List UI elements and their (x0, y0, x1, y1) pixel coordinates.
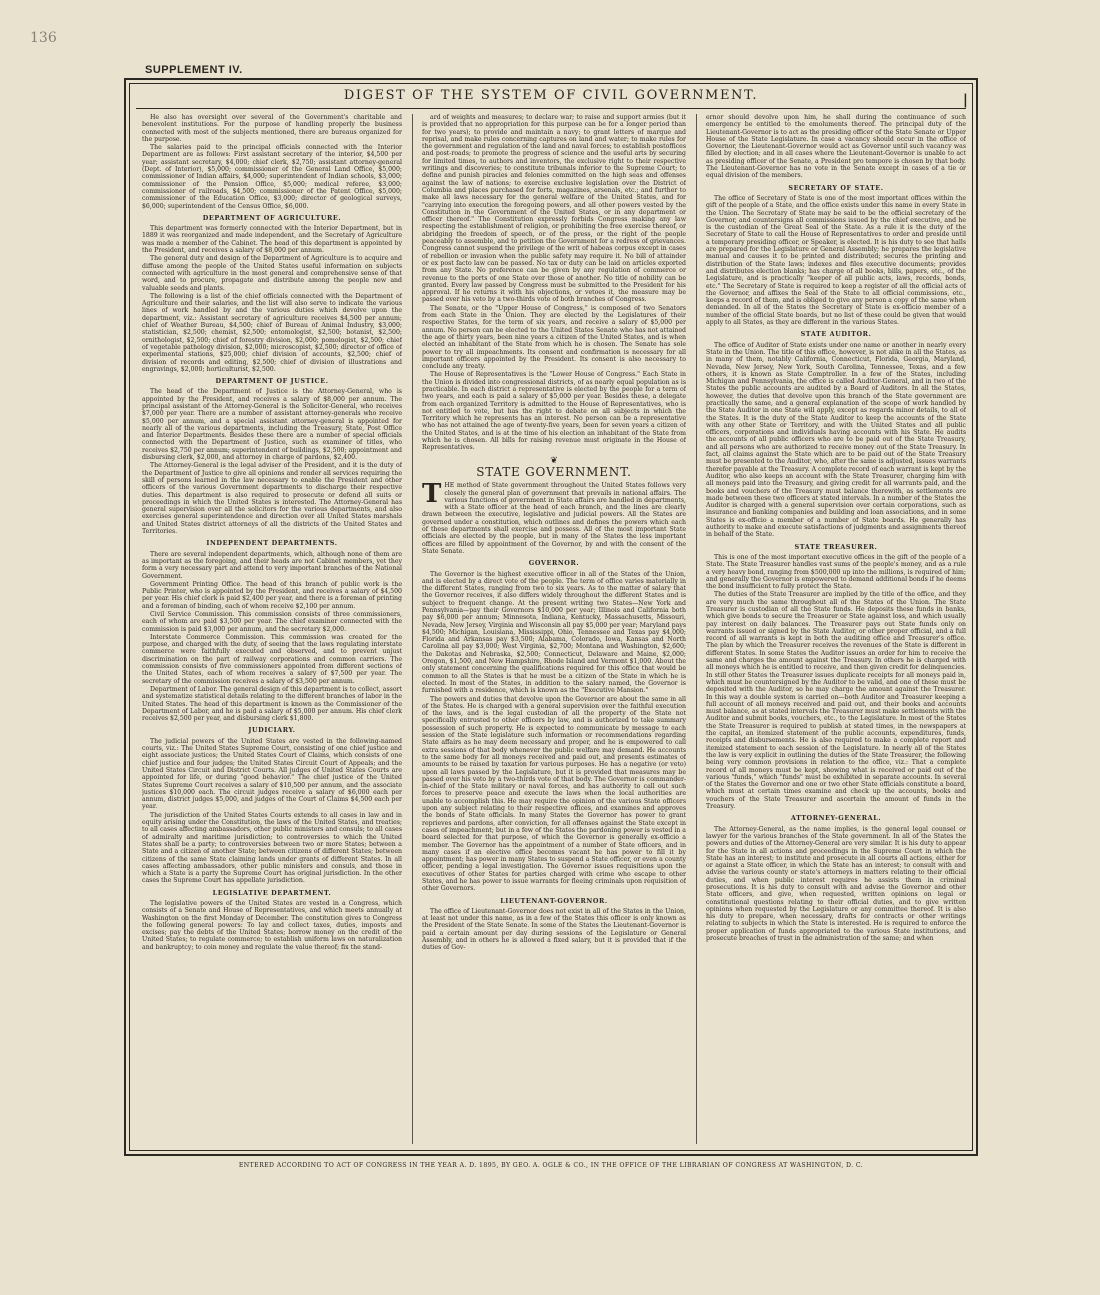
ornament-icon: ❦ (550, 455, 558, 466)
paragraph: The Senate, or the "Upper House of Congress," is composed of two Senators from each State in the Union. They are elected by the Legislatures of their respective States, for the term of six years, and receive a salary of $5,000 per annum. No person can be elected to the United States Senate who has not attained the age of thirty years, been nine years a citizen of the United States, and is when elected an inhabitant of the State from which he is chosen. The Senate has sole power to try all impeachments. Its consent and confirmation is necessary for all important officers appointed by the President. Its consent is also necessary to conclude any treaty. (422, 304, 686, 371)
section-heading: JUDICIARY. (248, 726, 296, 735)
paragraph: The following is a list of the chief officials connected with the Department of Agriculture and their salaries, and the list will also serve to indicate the various lines of work handled by and the various duties which devolve upon the department, viz.: Assistant secretary of agriculture receives $4,500 per annum; chief of Weather Bureau, $4,500; chief of Bureau of Animal Industry, $3,000; statistician, $2,500; chemist, $2,500; entomologist, $2,500; botanist, $2,500; ornithologist, $2,500; chief of forestry division, $2,000; pomologist, $2,500; chief of vegetable pathology division, $2,000; microscopist, $2,500; director of office of experimental stations, $25,000; chief division of accounts, $2,500; chief of division of records and editing, $2,500; chief of division of illustrations and engravings, $2,000; horticulturist, $2,500. (142, 292, 402, 373)
paragraph-text: HE method of State government throughout the United States follows very closely the general plan of government that prevails in national affairs. The various functions of government in State affairs are handled in departments, with a State officer at the head of each branch, and the lines are clearly drawn between the executive, legislative and judicial powers. All the States are governed under a constitution, which outlines and defines the powers which each of these departments shall exercise and possess. All of the most important State officials are elected by the people, but in many of the States the less important offices are filled by appointment of the Governor, by and with the consent of the State Senate. (422, 482, 686, 555)
section-heading: LEGISLATIVE DEPARTMENT. (212, 888, 332, 897)
paragraph: Interstate Commerce Commission. This commission was created for the purpose, and charged with the duty, of seeing that the laws regulating interstate commerce were faithfully executed and observed, and to prevent unjust discrimination on the part of railway corporations and common carriers. The commission consists of five commissioners appointed from different sections of the United States, each of whom receives a salary of $7,500 per year. The secretary of the commission receives a salary of $3,500 per annum. (142, 633, 402, 685)
column-right (706, 114, 966, 1144)
page-title: DIGEST OF THE SYSTEM OF CIVIL GOVERNMENT. (343, 88, 759, 103)
paragraph: The House of Representatives is the "Lower House of Congress." Each State in the Union is divided into congressional districts, of as nearly equal population as is practicable. In each district a representative is elected by the people for a term of two years, and each is paid a salary of $5,000 per year. Besides these, a delegate from each organized Territory is admitted to the House of Representatives, who is not entitled to vote, but has the right to debate on all subjects in which the Territory which he represents has an interest. No person can be a representative who has not attained the age of twenty-five years, been for seven years a citizen of the United States, and is at the time of his election an inhabitant of the State from which he is chosen. All bills for raising revenue must originate in the House of Representatives. (422, 371, 686, 452)
paragraph: The general duty and design of the Department of Agriculture is to acquire and diffuse among the people of the United States useful information on subjects connected with agriculture in the most general and comprehensive sense of that word, and to procure, propagate and distribute among the people new and valuable seeds and plants. (142, 255, 402, 292)
paragraph (422, 479, 686, 555)
paragraph: Civil Service Commission. This commission consists of three commissioners, each of whom are paid $3,500 per year. The chief examiner connected with the commission is paid $3,000 per annum, and the secretary $2,000. (142, 611, 402, 633)
column-divider (696, 114, 697, 1144)
section-title: STATE GOVERNMENT. (476, 464, 632, 479)
section-heading: SECRETARY OF STATE. (788, 183, 884, 192)
paragraph: The duties of the State Treasurer are implied by the title of the office, and they are very much the same throughout all of the States of the Union. The State Treasurer is custodian of all the State funds. He deposits these funds in banks, which give bonds to secure the Treasurer or State against loss, and which usually pay interest on daily balances. The Treasurer pays out State funds only on warrants issued or signed by the State Auditor, or other proper official, and a full record of all warrants is kept in both the auditing office and Treasurer's office. The plan by which the Treasurer receives the revenues of the State is different in different States. In some States the Auditor issues an order for him to receive the same and charges the amount against the Treasury. In others he is charged with all moneys which he is entitled to receive, and then given credit for delinquencies. In still other States the Treasurer issues duplicate receipts for all moneys paid in, which must be countersigned by the Auditor to be valid, and one of these must be deposited with the Auditor, so he may charge the amount against the Treasurer. In this way a double system is carried on—both Auditor and Treasurer keeping a full account of all moneys received and paid out, and their books and accounts must balance, as at stated intervals the Treasurer must make settlements with the Auditor and submit books, vouchers, etc., to the Legislature. In most of the States the State Treasurer is required to publish at stated times, in the newspapers at the capital, an itemized statement of the public accounts, expenditures, funds, receipts and disbursements. He is also required to make a complete report and itemized statement to each session of the Legislature. In nearly all of the States the law is very explicit in outlining the duties of the State Treasurer, the following being very common provisions in relation to the office, viz.: That a complete record of all moneys must be kept, showing what is received or paid out of the various "funds," which "funds" must be exhibited in separate accounts. In several of the States the Governor and one or two other State officials constitute a board, which must at certain times examine and check up the accounts, books and vouchers of the State Treasurer and ascertain the amount of funds in the Treasury. (706, 591, 966, 811)
paragraph: The head of the Department of Justice is the Attorney-General, who is appointed by the President, and receives a salary of $8,000 per annum. The principal assistant of the Attorney-General is the Solicitor-General, who receives $7,000 per year. There are a number of assistant attorney-generals who receive $5,000 per annum, and a special assistant attorney-general is appointed for nearly all of the various departments, including the Treasury, State, Post Office and Interior Departments. Besides these there are a number of special officials connected with the Department of Justice, such as examiner of titles, who receives $2,750 per annum; superintendent of buildings, $2,500; appointment and disbursing clerk, $2,000, and attorney in charge of pardons, $2,400. (142, 388, 402, 462)
header-rule (136, 108, 966, 109)
section-heading: LIEUTENANT-GOVERNOR. (500, 896, 608, 905)
column-middle (422, 114, 686, 1144)
section-heading: STATE AUDITOR. (800, 330, 872, 339)
paragraph: The Attorney-General, as the name implies, is the general legal counsel or lawyer for the various branches of the State government. In all of the States the powers and duties of the Attorney-General are very similar. It is his duty to appear for the State in all actions and proceedings in the Supreme Court in which the State has an interest; to institute and prosecute in all courts all actions, either for or against a State officer, in which the State has an interest; to consult with and advise the various county or state's attorneys in matters relating to their official duties, and when public interest requires he assists them in criminal prosecutions. It is his duty to consult with and advise the Governor and other State officers, and give, when requested, written opinions on legal or constitutional questions relating to their official duties, and to give written opinions when requested by the Legislature or any committee thereof. It is also his duty to prepare, when necessary, drafts for contracts or other writings relating to subjects in which the State is interested. He is required to enforce the proper application of funds appropriated to the various State institutions, and prosecute breaches of trust in the administration of the same; and when (706, 825, 966, 943)
section-heading: GOVERNOR. (528, 559, 580, 568)
drop-cap: T (422, 479, 442, 510)
paragraph: There are several independent departments, which, although none of them are as important as the foregoing, and their heads are not Cabinet members, yet they form a very necessary part and attend to very important branches of the National Government. (142, 550, 402, 580)
paragraph: The salaries paid to the principal officials connected with the Interior Department are as follows: First assistant secretary of the interior, $4,500 per year; assistant secretary, $4,000; chief clerk, $2,750; assistant attorney-general (Dept. of Interior), $5,000; commissioner of the General Land Office, $5,000; commissioner of Indian affairs, $4,000; superintendent of Indian schools, $3,000; commissioner of the Pension Office, $5,000; medical referee, $3,000; commissioner of railroads, $4,500; commissioner of the Patent Office, $5,000; commissioner of the Education Office, $3,000; director of geological surveys, $6,000; superintendent of the Census Office, $6,000. (142, 144, 402, 210)
paragraph: This department was formerly connected with the Interior Department, but in 1889 it was reorganized and made independent, and the Secretary of Agriculture was made a member of the Cabinet. The head of this department is appointed by the President, and receives a salary of $8,000 per annum. (142, 225, 402, 255)
paragraph: The judicial powers of the United States are vested in the following-named courts, viz.: The United States Supreme Court, consisting of one chief justice and eight associate justices; the United States Court of Claims, which consists of one chief justice and four judges; the United States Circuit Court of Appeals; and the United States Circuit and District Courts. All judges of United States Courts are appointed for life, or during "good behavior." The chief justice of the United States Supreme Court receives a salary of $10,500 per annum, and the associate justices $10,000 each. The circuit judges receive a salary of $6,000 each per annum, district judges $5,000, and judges of the Court of Claims $4,500 each per year. (142, 737, 402, 811)
paragraph: The legislative powers of the United States are vested in a Congress, which consists of a Senate and House of Representatives, and which meets annually at Washington on the first Monday of December. The constitution gives to Congress the following general powers: To lay and collect taxes, duties, imposts and excises; pay the debts of the United States; borrow money on the credit of the United States; to regulate commerce; to establish uniform laws on naturalization and bankruptcy; to coin money and regulate the value thereof; fix the stand- (142, 899, 402, 951)
paragraph: ernor should devolve upon him, he shall during the continuance of such emergency be entitled to the emoluments thereof. The principal duty of the Lieutenant-Governor is to act as the presiding officer of the State Senate or Upper House of the State Legislature. In case a vacancy should occur in the office of Governor, the Lieutenant-Governor would act as Governor until such vacancy was filled by election; and in all cases where the Lieutenant-Governor is unable to act as presiding officer of the Senate, a President pro tempore is chosen by that body. The Lieutenant-Governor has no vote in the Senate except in cases of a tie or equal division of the members. (706, 114, 966, 180)
section-heading: ATTORNEY-GENERAL. (790, 814, 882, 823)
column-left (142, 114, 402, 1144)
section-heading: STATE TREASURER. (794, 542, 878, 551)
paragraph: The jurisdiction of the United States Courts extends to all cases in law and in equity arising under the Constitution, the laws of the United States, and treaties; to all cases affecting ambassadors, other public ministers and consuls; to all cases of admiralty and maritime jurisdiction; to controversies to which the United States shall be a party; to controversies between two or more States; between a State and a citizen of another State; between citizens of different States; between citizens of the same State claiming lands under grants of different States. In all cases affecting ambassadors, other public ministers and consuls, and those in which a State is a party the Supreme Court has original jurisdiction. In the other cases the Supreme Court has appellate jurisdiction. (142, 811, 402, 885)
page-frame (124, 78, 978, 1156)
section-heading: DEPARTMENT OF AGRICULTURE. (202, 213, 342, 222)
paragraph: The office of Secretary of State is one of the most important offices within the gift of the people of a State, and the office exists under this name in every State in the Union. The Secretary of State may be said to be the official secretary of the Governor, and countersigns all commissions issued by the chief executive, and he is the custodian of the Great Seal of the State. As a rule it is the duty of the Secretary of State to call the House of Representatives to order and preside until a temporary presiding officer, or Speaker, is elected. It is his duty to see that halls are prepared for the Legislature or General Assembly; he prepares the legislative manual and causes it to be printed and distributed; secures the printing and distribution of the State laws; indexes and files executive documents; provides and distributes election blanks; has charge of all books, bills, papers, etc., of the Legislature, and is practically "keeper of all public acts, laws, records, bonds, etc." The Secretary of State is required to keep a register of all the official acts of the Governor, and affixes the Seal of the State to all official commissions, etc., keeps a record of them, and is obliged to give any person a copy of the same when demanded. In all of the States the Secretary of State is ex-officio member of a number of the official State boards, but no list of these could be given that would apply to all States, as they are different in the various States. (706, 194, 966, 327)
paragraph: The office of Lieutenant-Governor does not exist in all of the States in the Union, at least not under this name, as in a few of the States this officer is only known as the President of the State Senate. In some of the States the Lieutenant-Governor is paid a certain amount per day during sessions of the Legislature or General Assembly, and in others he is allowed a fixed salary, but it is provided that if the duties of Gov- (422, 907, 686, 952)
paragraph: He also has oversight over several of the Government's charitable and benevolent institutions. For the purpose of handling properly the business connected with most of the subjects mentioned, there are bureaus organized for the purpose. (142, 114, 402, 143)
column-divider (412, 114, 413, 1144)
paragraph: The office of Auditor of State exists under one name or another in nearly every State in the Union. The title of this office, however, is not alike in all the States, as in many of them, notably California, Connecticut, Florida, Georgia, Maryland, Nevada, New Jersey, New York, South Carolina, Tennessee, Texas, and a few others, it is known as State Comptroller. In a few of the States, including Michigan and Pennsylvania, the office is called Auditor-General, and in two of the States the public accounts are audited by a Board of Auditors. In all the States, however, the duties that devolve upon this branch of the State government are practically the same, and a general explanation of the scope of work handled by the State Auditor in one State will apply, except as regards minor details, to all of the States. It is the duty of the State Auditor to keep the accounts of the State with any other State or Territory, and with the United States and all public officers, corporations and individuals having accounts with his State. He audits the accounts of all public officers who are to be paid out of the State Treasury, and all persons who are authorized to receive money out of the State Treasury. In fact, all claims against the State which are to be paid out of the State Treasury must be presented to the Auditor, who, after the same is adjusted, issues warrants therefor payable at the Treasury. A complete record of each warrant is kept by the Auditor, who also keeps an account with the State Treasurer, charging him with all moneys paid into the Treasury, and giving credit for all warrants paid, and the books and vouchers of the Treasury must balance therewith, as settlements are made between these two officers at stated intervals. In a number of the States the Auditor is charged with a general supervision over certain corporations, such as insurance and banking companies and building and loan associations, and in some States is ex-officio a member of a number of State boards. He generally has authority to make and execute satisfactions of judgments and assignments thereof in behalf of the State. (706, 341, 966, 539)
paragraph: Government Printing Office. The head of this branch of public work is the Public Printer, who is appointed by the President, and receives a salary of $4,500 per year. His chief clerk is paid $2,400 per year, and there is a foreman of printing and a foreman of binding, each of whom receive $2,100 per annum. (142, 580, 402, 610)
supplement-label: SUPPLEMENT IV. (145, 64, 243, 76)
copyright-footer: ENTERED ACCORDING TO ACT OF CONGRESS IN THE YEAR A. D. 1895, BY GEO. A. OGLE & CO., IN THE OFFICE OF THE LIBRARIAN OF CONGRESS AT WASHINGTON, D. C. (238, 1162, 864, 1169)
bracket-marker: | (962, 92, 968, 108)
paragraph: This is one of the most important executive offices in the gift of the people of a State. The State Treasurer handles vast sums of the people's money, and as a rule a very heavy bond, ranging from $500,000 up into the millions, is required of him; and generally the Governor is empowered to demand additional bonds if he deems the bond insufficient to fully protect the State. (706, 553, 966, 591)
paragraph: The Governor is the highest executive officer in all of the States of the Union, and is elected by a direct vote of the people. The term of office varies materially in the different States, ranging from two to six years. As to the matter of salary that the Governor receives, it also differs widely throughout the different States and is subject to frequent change. At the present writing two States—New York and Pennsylvania—pay their Governors $10,000 per year; Illinois and California both pay $6,000 per annum; Minnesota, Indiana, Kentucky, Massachusetts, Missouri, Nevada, New Jersey, Virginia and Wisconsin all pay $5,000 per year; Maryland pays $4,500; Michigan, Louisiana, Mississippi, Ohio, Tennessee and Texas pay $4,000; Florida and Arkansas pay $3,500; Alabama, Colorado, Iowa, Kansas and North Carolina all pay $3,000; West Virginia, $2,700; Montana and Washington, $2,600; the Dakotas and Nebraska, $2,500; Connecticut, Delaware and Maine, $2,000; Oregon, $1,500, and New Hampshire, Rhode Island and Vermont $1,000. About the only statement concerning the qualifications required for this office that would be common to all the States is that he must be a citizen of the State in which he is elected. In most of the States, in addition to the salary named, the Governor is furnished with a residence, which is known as the "Executive Mansion." (422, 570, 686, 695)
paragraph: The powers and duties that devolve upon the Governor are about the same in all of the States. He is charged with a general supervision over the faithful execution of the laws, and is the legal custodian of all the property of the State not specifically entrusted to other officers by law, and is authorized to take summary possession of such property. He is expected to communicate by message to each session of the State legislature such information or recommendations regarding State affairs as he may deem necessary and proper, and he is empowered to call extra sessions of that body whenever the public welfare may demand. He accounts to the same body for all moneys received and paid out, and presents estimates of amounts to be raised by taxation for various purposes. He has a negative (or veto) upon all laws passed by the Legislature, but it is provided that measures may be passed over his veto by a two-thirds vote of that body. The Governor is commander-in-chief of the State military or naval forces, and has authority to call out such forces to preserve peace and execute the laws when the local authorities are unable to accomplish this. He may require the opinion of the various State officers upon any subject relating to their respective offices, and examines and approves the bonds of State officials. In many States the Governor has power to grant reprieves and pardons, after conviction, for all offenses against the State except in cases of impeachment; but in a few of the States the pardoning power is vested in a board selected for that purpose, of which the Governor is generally ex-officio a member. The Governor has the appointment of a number of State officers, and in many cases if an elective office becomes vacant he has power to fill it by appointment; has power in many States to suspend a State officer, or even a county officer, pending a legal investigation. The Governor issues requisitions upon the executives of other States for parties charged with crime who escape to other States, and he has power to issue warrants for fleeing criminals upon requisition of other Governors. (422, 695, 686, 893)
paragraph: The Attorney-General is the legal adviser of the President, and it is the duty of the Department of Justice to give all opinions and render all services requiring the skill of persons learned in the law necessary to enable the President and other officers of the various Government departments to discharge their respective duties. This department is also required to prosecute or defend all suits or proceedings in which the United States is interested. The Attorney-General has general supervision over all the solicitors for the various departments, and also exercises general superintendence and direction over all United States marshals and United States district attorneys of all the districts of the United States and Territories. (142, 462, 402, 536)
paragraph: Department of Labor. The general design of this department is to collect, assort and systematize statistical details relating to the different branches of labor in the United States. The head of this department is known as the Commissioner of the Department of Labor, and he is paid a salary of $5,000 per annum. His chief clerk receives $2,500 per year, and disbursing clerk $1,800. (142, 685, 402, 723)
section-heading: INDEPENDENT DEPARTMENTS. (206, 539, 338, 548)
paragraph: ard of weights and measures; to declare war; to raise and support armies (but it is provided that no appropriation for this purpose can be for a longer period than for two years); to provide and maintain a navy; to grant letters of marque and reprisal, and make rules concerning captures on land and water; to make rules for the government and regulation of the land and naval forces; to establish postoffices and post-roads; to promote the progress of science and the useful arts by securing for limited times, to authors and inventors, the exclusive right to their respective writings and discoveries; to constitute tribunals inferior to the Supreme Court; to define and punish piracies and felonies committed on the high seas and offenses against the law of nations; to exercise exclusive legislation over the District of Columbia and places purchased for forts, magazines, arsenals, etc.; and further to make all laws necessary for the general welfare of the United States, and for "carrying into execution the foregoing powers, and all other powers vested by the Constitution in the Government of the United States, or in any department or officer thereof." The Constitution expressly forbids Congress making any law respecting the establishment of religion, or prohibiting the free exercise thereof, or abridging the freedom of speech, or of the press, or the right of the people peaceably to assemble, and to petition the Government for a redress of grievances. Congress cannot suspend the privilege of the writ of habeas corpus except in cases of rebellion or invasion when the public safety may require it. No bill of attainder or ex post facto law can be passed. No tax or duty can be laid on articles exported from any State. No preference can be given by any regulation of commerce or revenue to the ports of one State over those of another. No title of nobility can be granted. Every law passed by Congress must be submitted to the President for his approval. If he returns it with his objections, or vetoes it, the measure may be passed over his veto by a two-thirds vote of both branches of Congress. (422, 114, 686, 304)
page-number: 136 (30, 30, 57, 46)
section-heading: DEPARTMENT OF JUSTICE. (215, 377, 329, 386)
